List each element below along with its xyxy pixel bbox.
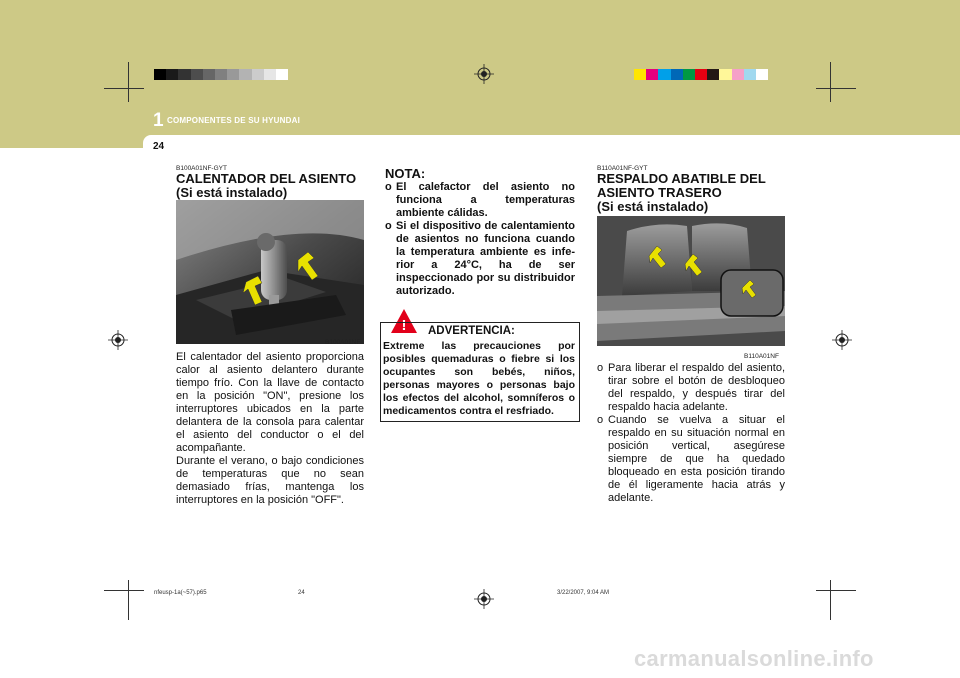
- paragraph: El calentador del asiento proporciona calor al asiento delantero durante tiempo frío. Con la llave de contacto en la posición "ON", presione los interruptores ubicados en la parte delantera de la consola para calentar el asiento del conductor o el del acompañante.: [176, 351, 364, 454]
- color-swatch: [239, 69, 251, 80]
- chapter-number: 1: [153, 110, 164, 131]
- section-heading-subtitle: (Si está instalado): [597, 199, 709, 214]
- color-swatch: [154, 69, 166, 80]
- footer-file-name: nfeusp-1a(~57).p65: [154, 590, 207, 596]
- list-item: [597, 414, 785, 505]
- registration-mark-icon: [474, 64, 494, 84]
- rear-seat-photo: [597, 216, 785, 360]
- right-body-list: [597, 362, 785, 505]
- color-swatch-bar: [634, 69, 768, 80]
- image-caption: B110A01NF: [744, 353, 779, 360]
- bullet-marker: o: [597, 414, 604, 426]
- color-swatch: [191, 69, 203, 80]
- color-swatch: [695, 69, 707, 80]
- color-swatch: [203, 69, 215, 80]
- list-item-text: Para liberar el respaldo del asiento, tirar sobre el botón de desbloqueo del respaldo, y después tirar del respaldo hacia adelante.: [608, 362, 785, 413]
- registration-mark-icon: [108, 330, 128, 350]
- bullet-marker: o: [385, 220, 392, 232]
- section-heading: CALENTADOR DEL ASIENTO: [176, 171, 357, 186]
- crop-mark: [830, 580, 831, 620]
- note-title: NOTA:: [385, 166, 426, 181]
- color-swatch: [683, 69, 695, 80]
- bullet-marker: o: [597, 362, 604, 374]
- rear-seat-illustration-icon: [597, 216, 785, 360]
- crop-mark: [816, 88, 856, 89]
- footer-page-number: 24: [298, 590, 305, 596]
- crop-mark: [128, 580, 129, 620]
- warning-text: Extreme las precauciones por posibles quemaduras o fiebre si los ocupantes son bebés, niños, personas mayores o personas bajo los efectos del alcohol, somníferos o medicamentos contra el resfriado.: [383, 340, 575, 417]
- console-illustration-icon: [176, 200, 364, 344]
- list-item-text: Cuando se vuelva a situar el respaldo en su situación normal en posición vertical, asegúrese siempre de que ha quedado bloqueado en esta posición tirando de él ligeramente hacia atrás y adelante.: [608, 414, 785, 504]
- registration-mark-icon: [474, 589, 494, 609]
- color-swatch: [707, 69, 719, 80]
- chapter-title: COMPONENTES DE SU HYUNDAI: [167, 116, 301, 125]
- footer-date: 3/22/2007, 9:04 AM: [557, 590, 610, 596]
- seat-heater-photo: [176, 200, 364, 344]
- crop-mark: [104, 88, 144, 89]
- color-swatch: [166, 69, 178, 80]
- color-swatch: [646, 69, 658, 80]
- color-swatch: [732, 69, 744, 80]
- color-swatch: [634, 69, 646, 80]
- crop-mark: [830, 62, 831, 102]
- color-swatch: [252, 69, 264, 80]
- color-swatch: [719, 69, 731, 80]
- note-item: [385, 220, 575, 298]
- warning-title: ADVERTENCIA:: [428, 325, 515, 337]
- crop-mark: [816, 590, 856, 591]
- note-item: [385, 181, 575, 220]
- registration-mark-icon: [832, 330, 852, 350]
- warning-symbol: !: [401, 317, 407, 334]
- list-item: [597, 362, 785, 414]
- left-column-header: [176, 165, 366, 200]
- bullet-marker: o: [385, 181, 392, 193]
- page-strip: [143, 135, 960, 148]
- left-body-text: [176, 351, 364, 507]
- color-swatch: [264, 69, 276, 80]
- paragraph: Durante el verano, o bajo condiciones de temperaturas que no sean demasiado frías, mantenga los interruptores en la posición "OFF".: [176, 455, 364, 506]
- page-number: 24: [153, 141, 165, 152]
- color-swatch: [178, 69, 190, 80]
- color-swatch: [756, 69, 768, 80]
- gray-swatch-bar: [154, 69, 288, 80]
- right-column-header: [597, 165, 787, 214]
- color-swatch: [744, 69, 756, 80]
- section-code: B110A01NF-GYT: [597, 165, 648, 172]
- crop-mark: [128, 62, 129, 102]
- note-block: [385, 166, 575, 298]
- color-swatch: [227, 69, 239, 80]
- crop-mark: [104, 590, 144, 591]
- section-heading: RESPALDO ABATIBLE DEL: [597, 171, 766, 186]
- watermark: carmanualsonline.info: [634, 646, 874, 671]
- color-swatch: [671, 69, 683, 80]
- section-heading: ASIENTO TRASERO: [597, 185, 722, 200]
- color-swatch: [215, 69, 227, 80]
- section-heading-subtitle: (Si está instalado): [176, 185, 288, 200]
- image-caption: B100A01NF: [325, 339, 361, 346]
- section-code: B100A01NF-GYT: [176, 165, 227, 172]
- note-text: Si el dispositivo de calentamiento de asientos no funciona cuando la temperatura ambiente es infe-rior a 24°C, ha de ser inspeccionado por su distribuidor autorizado.: [396, 220, 575, 297]
- color-swatch: [658, 69, 670, 80]
- color-swatch: [276, 69, 288, 80]
- note-text: El calefactor del asiento no funciona a temperaturas ambiente cálidas.: [396, 181, 575, 219]
